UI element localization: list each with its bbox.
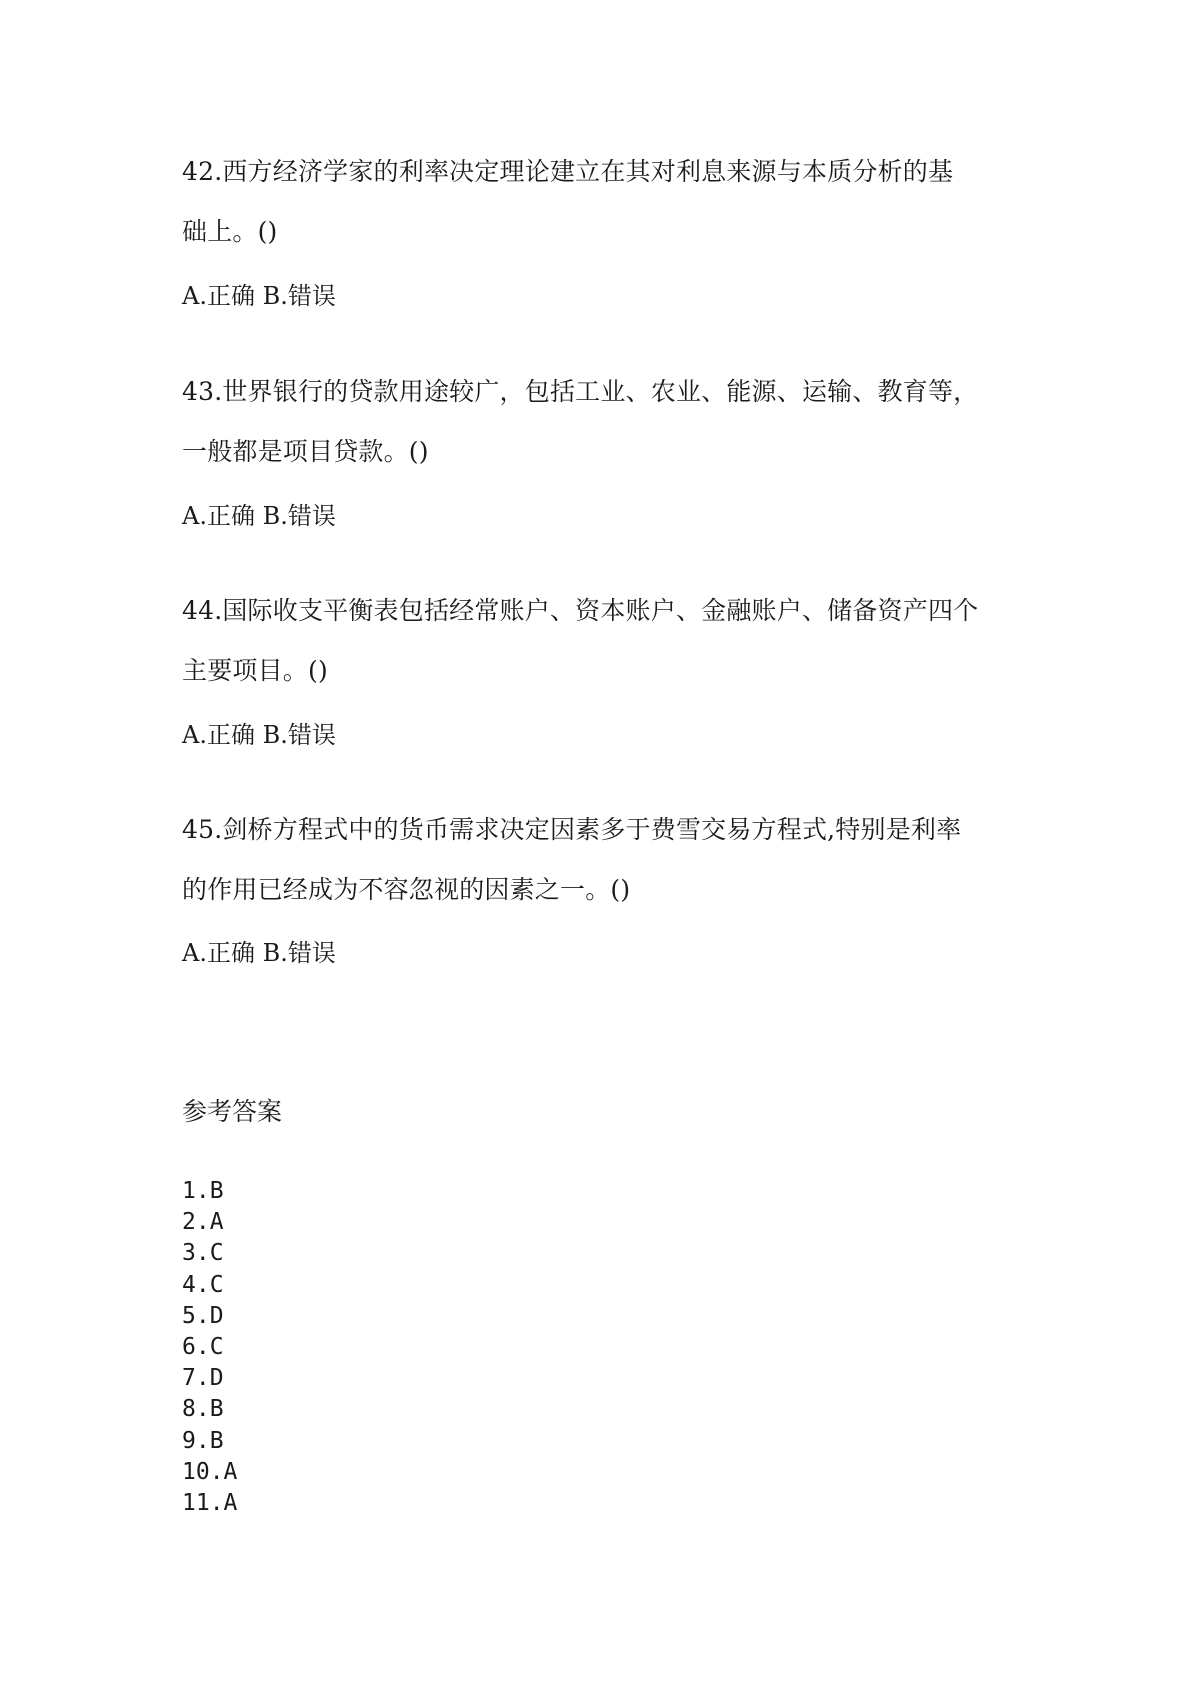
- answer-item: 2.A: [182, 1209, 224, 1236]
- question-45-options: A.正确 B.错误: [182, 939, 336, 967]
- answer-item: 10.A: [182, 1458, 238, 1485]
- answer-item: 8.B: [182, 1396, 224, 1423]
- question-43-text-line-2: 一般都是项目贷款。(): [182, 437, 429, 466]
- answer-item: 11.A: [182, 1489, 238, 1516]
- answer-item: 9.B: [182, 1427, 224, 1454]
- answers-heading: 参考答案: [182, 1097, 283, 1126]
- answer-item: 6.C: [182, 1333, 224, 1360]
- answer-item: 3.C: [182, 1240, 224, 1267]
- question-43-options: A.正确 B.错误: [182, 502, 336, 530]
- question-44-text-line-2: 主要项目。(): [182, 656, 328, 685]
- question-42-options: A.正确 B.错误: [182, 282, 336, 310]
- question-44-text-line-1: 44.国际收支平衡表包括经常账户、资本账户、金融账户、储备资产四个: [182, 596, 979, 625]
- question-42-text-line-2: 础上。(): [182, 217, 278, 246]
- answer-item: 7.D: [182, 1365, 224, 1392]
- question-45-text-line-1: 45.剑桥方程式中的货币需求决定因素多于费雪交易方程式,特别是利率: [182, 815, 962, 844]
- answer-item: 5.D: [182, 1302, 224, 1329]
- question-44-options: A.正确 B.错误: [182, 721, 336, 749]
- answer-item: 1.B: [182, 1178, 224, 1204]
- answer-item: 4.C: [182, 1271, 224, 1298]
- answers-list: [182, 1176, 237, 1519]
- question-45-text-line-2: 的作用已经成为不容忽视的因素之一。(): [182, 875, 631, 904]
- question-43-text-line-1: 43.世界银行的贷款用途较广，包括工业、农业、能源、运输、教育等，: [182, 377, 979, 406]
- question-42-text-line-1: 42.西方经济学家的利率决定理论建立在其对利息来源与本质分析的基: [182, 157, 954, 186]
